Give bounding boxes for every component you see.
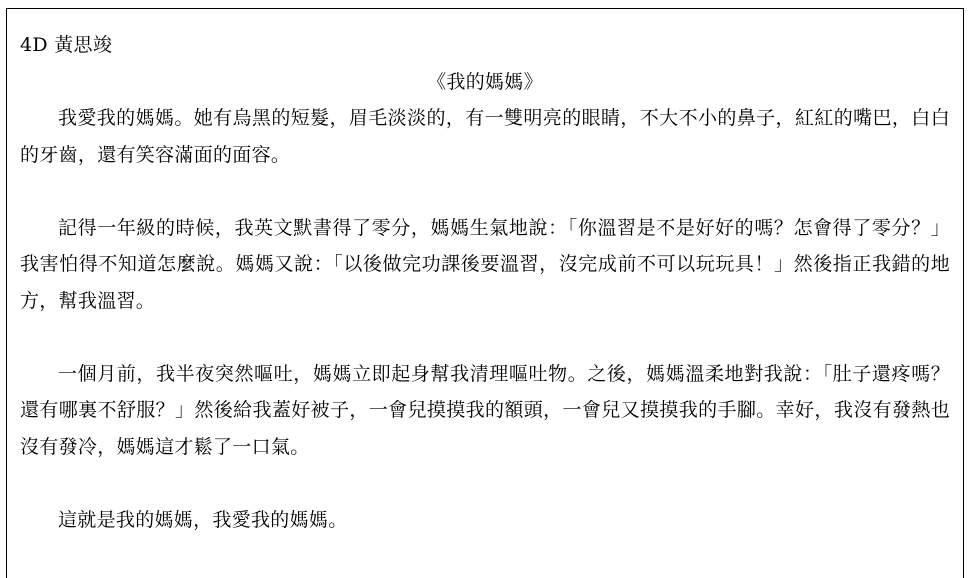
paragraph-1: 我愛我的媽媽。她有烏黑的短髮，眉毛淡淡的，有一雙明亮的眼睛，不大不小的鼻子，紅紅的嘴巴，白白的牙齒，還有笑容滿面的面容。 [20, 107, 950, 166]
essay-title: 《我的媽媽》 [427, 70, 543, 93]
essay-document [20, 27, 950, 575]
author-line: 4D 黃思竣 [20, 34, 113, 56]
paragraph-4: 這就是我的媽媽，我愛我的媽媽。 [58, 508, 348, 531]
paragraph-2: 記得一年級的時候，我英文默書得了零分，媽媽生氣地說：「你溫習是不是好好的嗎？怎會得了零分？」我害怕得不知道怎麼說。媽媽又說：「以後做完功課後要溫習，沒完成前不可以玩玩具！」然後指正我錯的地方，幫我溫習。 [20, 216, 950, 312]
paragraph-3: 一個月前，我半夜突然嘔吐，媽媽立即起身幫我清理嘔吐物。之後，媽媽溫柔地對我說：「肚子還疼嗎？還有哪裏不舒服？」然後給我蓋好被子，一會兒摸摸我的額頭，一會兒又摸摸我的手腳。幸好，我沒有發熱也沒有發冷，媽媽這才鬆了一口氣。 [20, 362, 950, 458]
